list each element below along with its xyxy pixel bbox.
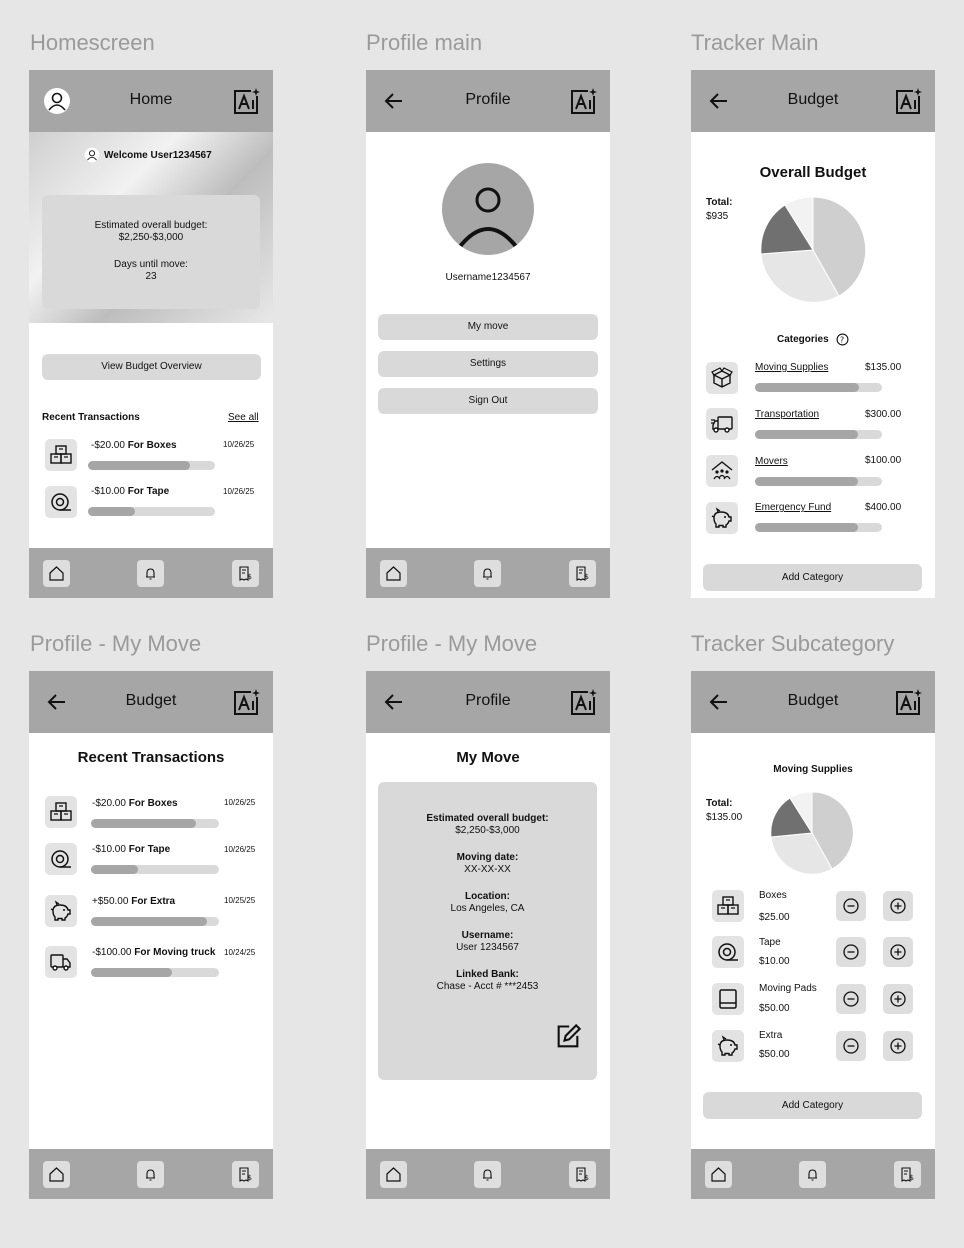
box-open-icon — [710, 366, 734, 390]
tracker-topbar — [691, 70, 935, 132]
progress-fill — [91, 819, 196, 828]
transaction-text: -$10.00 For Tape — [92, 844, 171, 855]
hero-image — [29, 132, 273, 323]
piggy-bank-icon — [710, 506, 734, 530]
transaction-text: +$50.00 For Extra — [92, 896, 176, 907]
nav-budget-button[interactable] — [232, 1161, 259, 1188]
nav-notifications-button[interactable] — [799, 1161, 826, 1188]
category-icon-box — [706, 408, 738, 440]
transaction-progress — [88, 507, 215, 516]
settings-button[interactable]: Settings — [378, 351, 598, 377]
field-value: Los Angeles, CA — [450, 903, 525, 914]
budget-value: $2,250-$3,000 — [118, 232, 184, 243]
plus-circle-icon — [888, 989, 908, 1009]
transaction-date: 10/25/25 — [224, 896, 256, 905]
truck-icon — [710, 412, 734, 436]
nav-home-button[interactable] — [380, 560, 407, 587]
category-icon-box — [706, 362, 738, 394]
progress-fill — [755, 523, 858, 532]
frame-title-tracker-subcategory: Tracker Subcategory — [691, 631, 895, 656]
transaction-icon-box — [45, 486, 77, 518]
my-move-screen — [366, 671, 610, 1199]
boxes-icon — [49, 443, 73, 467]
user-large-icon — [442, 163, 534, 255]
recent-transactions-heading: Recent Transactions — [77, 749, 225, 766]
recent-transactions-heading: Recent Transactions — [42, 412, 140, 423]
welcome-text: Welcome User1234567 — [104, 150, 212, 161]
my-move-heading: My Move — [456, 749, 520, 766]
nav-home-button[interactable] — [43, 1161, 70, 1188]
transaction-progress — [91, 865, 219, 874]
increase-button[interactable] — [883, 1031, 913, 1061]
minus-circle-icon — [841, 1036, 861, 1056]
item-name: Extra — [759, 1030, 783, 1041]
category-amount: $135.00 — [865, 362, 902, 373]
progress-fill — [91, 917, 207, 926]
item-name: Moving Pads — [759, 983, 817, 994]
category-progress — [755, 477, 882, 486]
frame-title-profile-main: Profile main — [366, 30, 483, 55]
decrease-button[interactable] — [836, 1031, 866, 1061]
transaction-progress — [91, 968, 219, 977]
page-title: Budget — [787, 91, 839, 108]
item-amount: $25.00 — [759, 912, 790, 923]
my-move-button[interactable]: My move — [378, 314, 598, 340]
bell-icon — [804, 1166, 821, 1183]
nav-notifications-button[interactable] — [137, 560, 164, 587]
home-topbar — [29, 70, 273, 132]
category-icon-box — [706, 455, 738, 487]
home-icon — [48, 1166, 65, 1183]
decrease-button[interactable] — [836, 891, 866, 921]
piggy-bank-icon — [716, 1034, 740, 1058]
category-amount: $100.00 — [865, 455, 902, 466]
receipt-icon — [574, 565, 591, 582]
category-icon-box — [706, 502, 738, 534]
nav-home-button[interactable] — [380, 1161, 407, 1188]
receipt-icon — [574, 1166, 591, 1183]
total-label: Total: — [706, 798, 733, 809]
field-value: $2,250-$3,000 — [455, 825, 520, 836]
field-value: Chase - Acct # ***2453 — [436, 981, 539, 992]
increase-button[interactable] — [883, 891, 913, 921]
item-amount: $50.00 — [759, 1003, 790, 1014]
my-move-topbar — [366, 671, 610, 733]
ai-assistant-icon[interactable] — [895, 687, 925, 717]
subcategory-pie-chart[interactable] — [770, 791, 854, 875]
tape-icon — [49, 490, 73, 514]
user-small-icon — [84, 147, 100, 163]
ai-assistant-icon[interactable] — [233, 687, 263, 717]
nav-notifications-button[interactable] — [474, 560, 501, 587]
categories-heading: Categories — [777, 334, 829, 345]
item-name: Tape — [759, 937, 781, 948]
minus-circle-icon — [841, 989, 861, 1009]
progress-fill — [88, 461, 190, 470]
nav-notifications-button[interactable] — [474, 1161, 501, 1188]
field-label: Moving date: — [456, 852, 519, 863]
transaction-text: -$100.00 For Moving truck — [92, 947, 216, 958]
bell-icon — [142, 1166, 159, 1183]
nav-budget-button[interactable] — [569, 1161, 596, 1188]
total-value: $135.00 — [706, 812, 743, 823]
ai-assistant-icon[interactable] — [233, 86, 263, 116]
plus-circle-icon — [888, 942, 908, 962]
bell-icon — [142, 565, 159, 582]
progress-fill — [91, 865, 138, 874]
profile-username: Username1234567 — [445, 272, 531, 283]
increase-button[interactable] — [883, 984, 913, 1014]
page-title: Profile — [465, 91, 511, 108]
category-progress — [755, 383, 882, 392]
transaction-progress — [88, 461, 215, 470]
edit-icon[interactable] — [554, 1023, 582, 1051]
transaction-progress — [91, 917, 219, 926]
subcategory-screen — [691, 671, 935, 1199]
overall-budget-pie-chart[interactable] — [759, 196, 867, 304]
minus-circle-icon — [841, 942, 861, 962]
receipt-icon — [237, 1166, 254, 1183]
bottom-nav — [29, 548, 273, 598]
transaction-icon-box — [45, 796, 77, 828]
tape-icon — [49, 847, 73, 871]
profile-screen — [366, 70, 610, 598]
progress-fill — [88, 507, 135, 516]
see-all-link[interactable]: See all — [228, 412, 259, 423]
decrease-button[interactable] — [836, 984, 866, 1014]
category-name[interactable]: Transportation — [755, 409, 820, 420]
add-category-button[interactable]: Add Category — [703, 564, 922, 591]
profile-topbar — [366, 70, 610, 132]
home-icon — [710, 1166, 727, 1183]
progress-fill — [755, 477, 858, 486]
category-amount: $300.00 — [865, 409, 902, 420]
item-name: Boxes — [759, 890, 787, 901]
field-value: XX-XX-XX — [464, 864, 511, 875]
home-icon — [48, 565, 65, 582]
days-label: Days until move: — [114, 259, 188, 270]
nav-notifications-button[interactable] — [137, 1161, 164, 1188]
subcategory-heading: Moving Supplies — [773, 764, 853, 775]
ai-assistant-icon[interactable] — [570, 687, 600, 717]
transaction-date: 10/26/25 — [224, 798, 256, 807]
category-progress — [755, 523, 882, 532]
profile-avatar[interactable] — [442, 163, 534, 255]
transaction-icon-box — [45, 946, 77, 978]
transaction-date: 10/26/25 — [223, 487, 255, 496]
receipt-icon — [899, 1166, 916, 1183]
bottom-nav — [366, 548, 610, 598]
home-icon — [385, 1166, 402, 1183]
truck-icon — [49, 950, 73, 974]
page-title: Budget — [125, 692, 177, 709]
minus-circle-icon — [841, 896, 861, 916]
item-amount: $50.00 — [759, 1049, 790, 1060]
category-name[interactable]: Movers — [755, 456, 788, 467]
transaction-progress — [91, 819, 219, 828]
budget-label: Estimated overall budget: — [94, 220, 208, 231]
transaction-icon-box — [45, 843, 77, 875]
ai-assistant-icon[interactable] — [895, 86, 925, 116]
home-screen — [29, 70, 273, 598]
progress-fill — [755, 383, 859, 392]
category-name[interactable]: Moving Supplies — [755, 362, 829, 373]
plus-circle-icon — [888, 896, 908, 916]
nav-budget-button[interactable] — [894, 1161, 921, 1188]
bell-icon — [479, 565, 496, 582]
bell-icon — [479, 1166, 496, 1183]
frame-title-tracker-main: Tracker Main — [691, 30, 819, 55]
overall-budget-heading: Overall Budget — [759, 164, 867, 181]
item-icon-box — [712, 1030, 744, 1062]
frame-title-profile-mymove: Profile - My Move — [30, 631, 202, 656]
add-category-button[interactable]: Add Category — [703, 1092, 922, 1119]
transaction-text: -$10.00 For Tape — [91, 486, 170, 497]
item-icon-box — [712, 890, 744, 922]
transaction-text: -$20.00 For Boxes — [91, 440, 177, 451]
frame-title-homescreen: Homescreen — [30, 30, 155, 55]
bottom-nav — [691, 1149, 935, 1199]
category-name[interactable]: Emergency Fund — [755, 502, 832, 513]
item-icon-box — [712, 983, 744, 1015]
transactions-topbar — [29, 671, 273, 733]
page-title: Profile — [465, 692, 511, 709]
plus-circle-icon — [888, 1036, 908, 1056]
field-label: Estimated overall budget: — [426, 813, 549, 824]
ai-assistant-icon[interactable] — [570, 86, 600, 116]
transaction-icon-box — [45, 895, 77, 927]
field-label: Location: — [465, 891, 510, 902]
field-label: Username: — [461, 930, 514, 941]
transaction-date: 10/26/25 — [224, 845, 256, 854]
budget-card — [42, 195, 260, 309]
nav-home-button[interactable] — [43, 560, 70, 587]
field-label: Linked Bank: — [456, 969, 519, 980]
page-title: Home — [129, 91, 173, 108]
my-move-card — [378, 782, 597, 1080]
item-amount: $10.00 — [759, 956, 790, 967]
subcategory-topbar — [691, 671, 935, 733]
transaction-text: -$20.00 For Boxes — [92, 798, 178, 809]
moving-pad-icon — [716, 987, 740, 1011]
field-value: User 1234567 — [456, 942, 519, 953]
progress-fill — [91, 968, 172, 977]
nav-home-button[interactable] — [705, 1161, 732, 1188]
frame-title-profile-mymove-2: Profile - My Move — [366, 631, 538, 656]
boxes-icon — [49, 800, 73, 824]
days-value: 23 — [145, 271, 157, 282]
help-icon[interactable] — [836, 333, 849, 346]
item-icon-box — [712, 936, 744, 968]
transaction-icon-box — [45, 439, 77, 471]
sign-out-button[interactable]: Sign Out — [378, 388, 598, 414]
piggy-bank-icon — [49, 899, 73, 923]
nav-budget-button[interactable] — [232, 560, 259, 587]
category-amount: $400.00 — [865, 502, 902, 513]
people-icon — [710, 459, 734, 483]
decrease-button[interactable] — [836, 937, 866, 967]
bottom-nav — [29, 1149, 273, 1199]
progress-fill — [755, 430, 858, 439]
page-title: Budget — [787, 692, 839, 709]
category-progress — [755, 430, 882, 439]
transaction-date: 10/26/25 — [223, 440, 255, 449]
view-budget-button[interactable]: View Budget Overview — [42, 354, 261, 380]
receipt-icon — [237, 565, 254, 582]
home-icon — [385, 565, 402, 582]
bottom-nav — [366, 1149, 610, 1199]
increase-button[interactable] — [883, 937, 913, 967]
total-label: Total: — [706, 197, 733, 208]
transaction-date: 10/24/25 — [224, 948, 256, 957]
boxes-icon — [716, 894, 740, 918]
transactions-screen — [29, 671, 273, 1199]
total-value: $935 — [706, 211, 729, 222]
nav-budget-button[interactable] — [569, 560, 596, 587]
tape-icon — [716, 940, 740, 964]
tracker-screen — [691, 70, 935, 598]
